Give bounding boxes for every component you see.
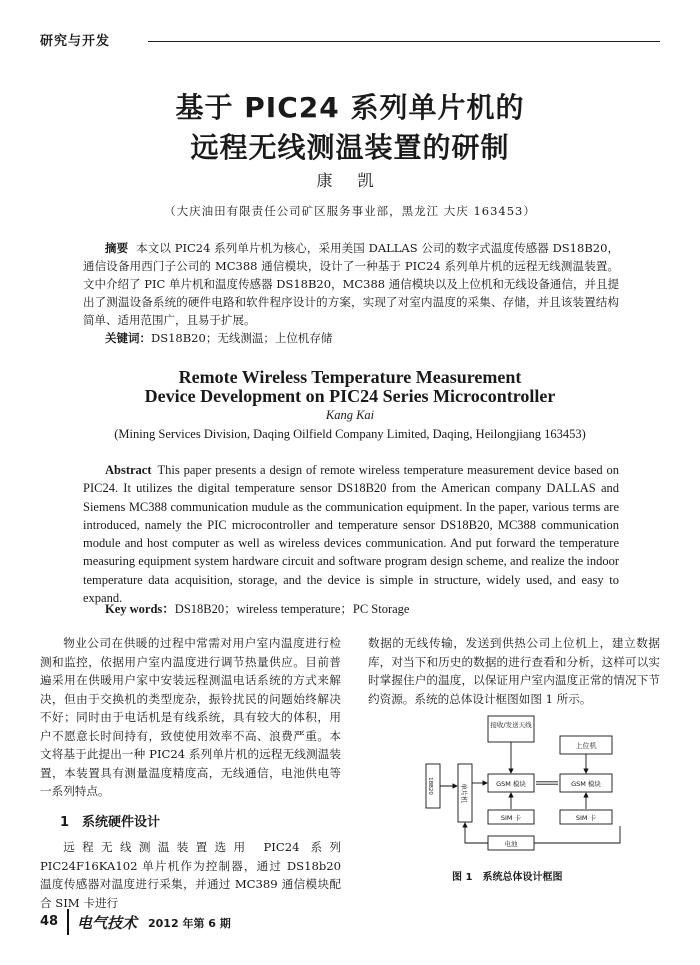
body-right-para1: 数据的无线传输，发送到供热公司上位机上，建立数据库，对当下和历史的数据的进行查看和分析，这样可以实时掌握住户的温度，以保证用户室内温度正常的情况下节约资源。系统的总体设计框图如图 1 所示。 xyxy=(368,636,660,706)
affiliation-en: (Mining Services Division, Daqing Oilfield Company Limited, Daqing, Heilongjiang 163453) xyxy=(114,427,586,441)
abstract-cn-text: 本文以 PIC24 系列单片机为核心，采用美国 DALLAS 公司的数字式温度传感器 DS18B20，通信设备用西门子公司的 MC388 通信模块，设计了一种基于 PIC24 系列单片机的远程无线测温装置。文中介绍了 PIC 单片机和温度传感器 DS18B20，MC388 通信模块以及上位机和无线设备通信，并且提出了测温设备系统的硬件电路和软件程序设计的方案，实现了对室内温度的采集、存储，并且该装置结构简单、适用范围广，且易于扩展。 xyxy=(83,241,619,327)
battery-label: 电池 xyxy=(504,840,518,848)
figure-1-caption: 图 1 系统总体设计框图 xyxy=(452,872,563,883)
abstract-en-label: Abstract xyxy=(105,463,152,477)
battery-to-mcu-line xyxy=(465,823,488,843)
title-cn-line2: 远程无线测温装置的研制 xyxy=(190,131,510,164)
sensor-label: 18B20 xyxy=(427,777,433,795)
header-rule xyxy=(148,41,660,42)
body-left-para1: 物业公司在供暖的过程中常需对用户室内温度进行检测和监控，依据用户室内温度进行调节热量供应。目前普遍采用在供暖用户家中安装远程测温电话系统的方式来解决，但由于交换机的类型庞杂，振铃扰民的问题始终解决不好；同时由于电话机是有线系统，具有较大的体积，用户不愿意长时间持有，致使使用效率不高、浪费严重。本文将基于此提出一种 PIC24 系列单片机的远程无线测温装置，本装置具有测量温度精度高，无线通信，电池供电等一系列特点。 xyxy=(40,636,341,798)
keywords-cn-label: 关键词： xyxy=(105,331,151,345)
author-cn: 康 凯 xyxy=(316,171,384,190)
gsm-left-label: GSM 模块 xyxy=(496,780,526,788)
journal-name: 电气技术 xyxy=(77,914,138,932)
section-tag: 研究与开发 xyxy=(40,34,111,49)
keywords-en-label: Key words： xyxy=(105,602,175,616)
gsm-right-label: GSM 模块 xyxy=(571,780,601,788)
affiliation-cn: （大庆油田有限责任公司矿区服务事业部，黑龙江 大庆 163453） xyxy=(164,204,536,218)
antenna-box xyxy=(488,716,534,742)
page-number: 48 xyxy=(40,914,59,929)
abstract-en xyxy=(83,461,619,607)
host-label: 上位机 xyxy=(575,742,597,750)
title-en-line1: Remote Wireless Temperature Measurement xyxy=(178,367,522,387)
battery-bus-line xyxy=(534,826,620,843)
mcu-label: 单片机 xyxy=(460,783,468,803)
sim-left-label: SIM 卡 xyxy=(500,814,522,822)
abstract-en-text: This paper presents a design of remote wireless temperature measurement device based on PIC24. It utilizes the digital temperature sensor DS18B20 from the American company DALLAS and Siemens MC388 communication mudule as the communication equipment. In the paper, various terms are introduced, namely the PIC microcontroller and temperature sensor DS18B20, MC388 communication module and host computer as well as wireless devices communication. And put forward the temperature measuring equipment system hardware circuit and software program design scheme, and realize the indoor temperature data acquisition, storage, and the device is simple in structure, widely used, and easy to expand. xyxy=(83,463,619,606)
sim-right-label: SIM 卡 xyxy=(575,814,597,822)
antenna-label: 接收/发送天线 xyxy=(490,721,532,729)
keywords-cn-text: DS18B20；无线测温；上位机存储 xyxy=(151,331,333,345)
keywords-en-text: DS18B20；wireless temperature；PC Storage xyxy=(174,602,410,616)
title-en-line2: Device Development on PIC24 Series Microcontroller xyxy=(144,386,556,406)
keywords-en xyxy=(105,599,619,617)
footer-divider xyxy=(67,909,69,935)
author-en: Kang Kai xyxy=(325,408,375,422)
figure-1-diagram xyxy=(420,712,640,858)
keywords-cn xyxy=(105,329,619,347)
body-left-para2: 远程无线测温装置选用 PIC24 系列 PIC24F16KA102 单片机作为控制器，通过 DS18b20 温度传感器对温度进行采集，并通过 MC389 通信模块配合 SIM 卡进行 xyxy=(40,840,341,910)
abstract-cn xyxy=(83,239,619,329)
abstract-cn-label: 摘要 xyxy=(105,241,129,255)
title-cn-line1: 基于 PIC24 系列单片机的 xyxy=(175,91,525,124)
journal-issue: 2012 年第 6 期 xyxy=(148,917,231,930)
section1-title: 1 系统硬件设计 xyxy=(60,815,161,830)
